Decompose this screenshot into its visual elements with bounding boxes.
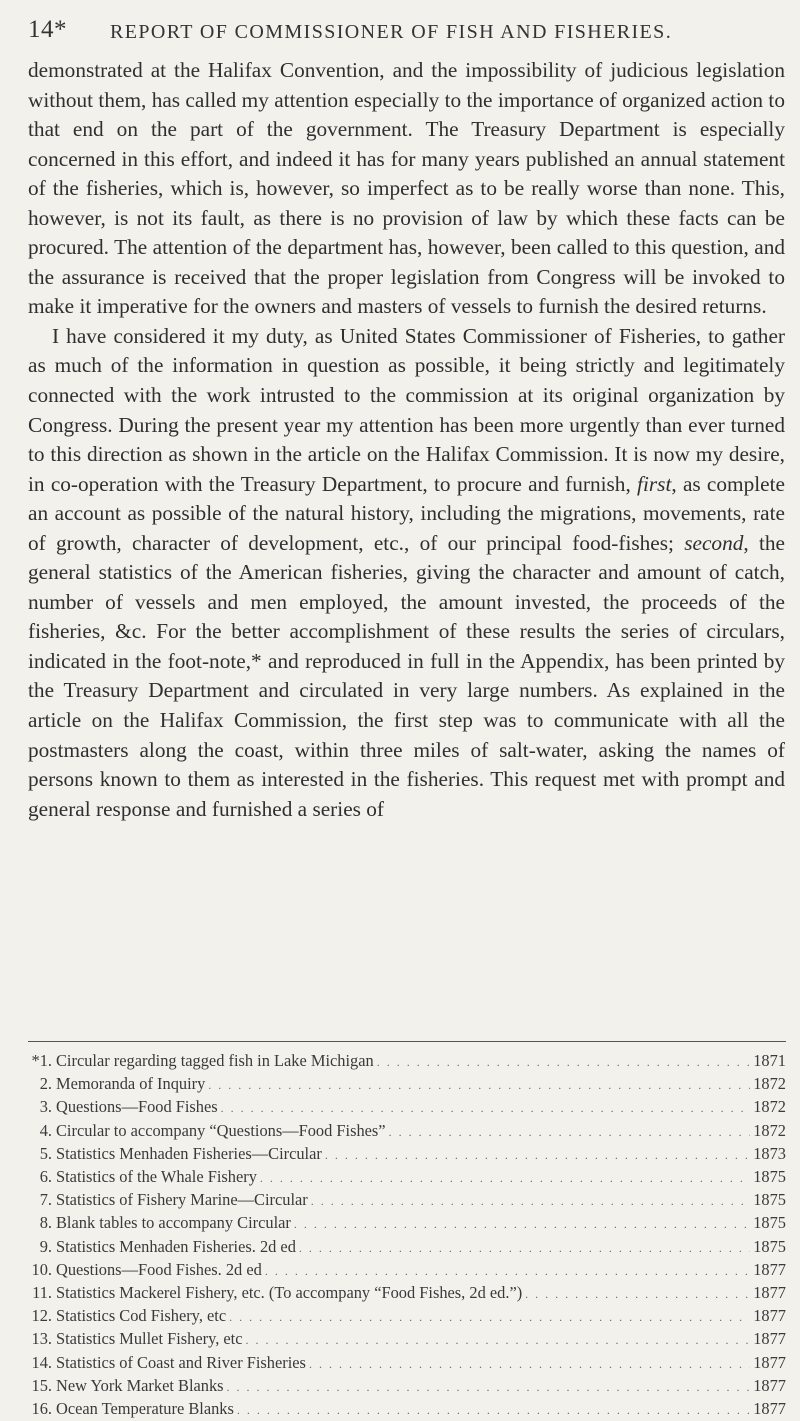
- footnote-title: Statistics Mullet Fishery, etc: [56, 1329, 243, 1349]
- dot-leader: [265, 1260, 750, 1282]
- dot-leader: [299, 1237, 750, 1259]
- footnote-year: 1871: [753, 1051, 786, 1070]
- footnote-title: Statistics Menhaden Fisheries—Circular: [56, 1143, 322, 1163]
- footnote-number: 5.: [39, 1143, 52, 1163]
- footnote-number: 11.: [32, 1283, 52, 1303]
- dot-leader: [260, 1167, 750, 1189]
- dot-leader: [525, 1283, 750, 1305]
- footnote-item: [28, 1352, 786, 1375]
- footnote-item: [28, 1398, 786, 1421]
- footnote-number: 12.: [31, 1306, 52, 1326]
- footnote-title: Questions—Food Fishes: [56, 1097, 218, 1117]
- footnote-item: [28, 1096, 786, 1119]
- footnote-number: 8.: [39, 1213, 52, 1233]
- dot-leader: [246, 1329, 751, 1351]
- page-number: 14*: [28, 16, 67, 43]
- footnote-item: [28, 1073, 786, 1096]
- body-text: [28, 56, 785, 824]
- footnote-item: [28, 1143, 786, 1166]
- running-title: REPORT OF COMMISSIONER OF FISH AND FISHERIES.: [110, 21, 673, 43]
- dot-leader: [389, 1121, 751, 1143]
- footnote-item: [28, 1328, 786, 1351]
- footnote-divider: [28, 1041, 786, 1042]
- footnote-year: 1872: [753, 1120, 786, 1140]
- footnote-year: 1872: [753, 1097, 786, 1117]
- footnote-title: Questions—Food Fishes. 2d ed: [56, 1259, 262, 1279]
- footnote-title: Blank tables to accompany Circular: [56, 1213, 291, 1233]
- footnote-item: [28, 1189, 786, 1212]
- footnote-number: 9.: [39, 1236, 52, 1256]
- footnote-year: 1875: [753, 1236, 786, 1256]
- paragraph-2: [28, 322, 785, 824]
- footnote-title: Statistics of Coast and River Fisheries: [56, 1352, 306, 1372]
- paragraph-2-part-1: I have considered it my duty, as United States Commissioner of Fisheries, to gather as much of the information in question as possible, it being strictly and legitimately connected with the work intrusted to the commission at its original organization by Congress. During the present year my attention has been more urgently than ever turned to this direction as shown in the article on the Halifax Commission. It is now my desire, in co-operation with the Treasury Department, to procure and furnish,: [28, 323, 785, 496]
- footnote-item: [28, 1050, 786, 1073]
- footnote-title: New York Market Blanks: [56, 1375, 224, 1395]
- footnote-year: 1877: [753, 1352, 786, 1372]
- footnote-item: [28, 1212, 786, 1235]
- footnote-year: 1872: [753, 1074, 786, 1094]
- footnote-number: 14.: [31, 1352, 52, 1372]
- footnote-title: Statistics Cod Fishery, etc: [56, 1306, 227, 1326]
- footnote-title: Memoranda of Inquiry: [56, 1074, 206, 1094]
- footnote-number: *1.: [31, 1051, 52, 1070]
- dot-leader: [325, 1144, 750, 1166]
- footnote-year: 1877: [753, 1399, 786, 1419]
- footnote-title: Statistics Mackerel Fishery, etc. (To accompany “Food Fishes, 2d ed.”): [56, 1283, 523, 1303]
- footnote-item: [28, 1282, 786, 1305]
- footnote-number: 3.: [39, 1097, 52, 1117]
- footnote-year: 1877: [753, 1283, 786, 1303]
- footnote-year: 1873: [753, 1143, 786, 1163]
- footnote-year: 1877: [753, 1329, 786, 1349]
- emphasis-second: second: [684, 530, 744, 555]
- footnote-year: 1875: [753, 1167, 786, 1187]
- footnote-number: 2.: [39, 1074, 52, 1094]
- dot-leader: [208, 1074, 750, 1096]
- dot-leader: [294, 1213, 750, 1235]
- footnote-number: 10.: [31, 1259, 52, 1279]
- footnote-item: [28, 1375, 786, 1398]
- footnote-title: Circular regarding tagged fish in Lake Michigan: [56, 1051, 374, 1070]
- emphasis-first: first: [637, 471, 672, 496]
- footnote-title: Statistics of the Whale Fishery: [56, 1167, 257, 1187]
- footnote-list: [28, 1050, 786, 1421]
- page-header: [28, 12, 788, 52]
- footnote-year: 1875: [753, 1190, 786, 1210]
- footnote-item: [28, 1120, 786, 1143]
- footnote-title: Ocean Temperature Blanks: [56, 1399, 234, 1419]
- footnote-title: Circular to accompany “Questions—Food Fishes”: [56, 1120, 386, 1140]
- footnote-item: [28, 1305, 786, 1328]
- footnote-number: 13.: [31, 1329, 52, 1349]
- footnote-number: 7.: [39, 1190, 52, 1210]
- dot-leader: [377, 1051, 751, 1073]
- paragraph-2-part-2: , as complete an account as possible of the natural history, including the migrations, movements, rate of growth, character of development, etc., of our principal food-fishes;: [28, 471, 785, 555]
- footnote-number: 16.: [31, 1399, 52, 1419]
- footnote-item: [28, 1166, 786, 1189]
- footnote-year: 1877: [753, 1306, 786, 1326]
- footnote-item: [28, 1259, 786, 1282]
- footnote-number: 4.: [39, 1120, 52, 1140]
- footnote-year: 1877: [753, 1259, 786, 1279]
- footnote-number: 6.: [39, 1167, 52, 1187]
- dot-leader: [229, 1306, 750, 1328]
- dot-leader: [227, 1376, 751, 1398]
- footnote-item: [28, 1236, 786, 1259]
- footnote-title: Statistics of Fishery Marine—Circular: [56, 1190, 308, 1210]
- dot-leader: [237, 1399, 750, 1421]
- paragraph-2-part-3: , the general statistics of the American fisheries, giving the character and amount of catch, number of vessels and men employed, the amount invested, the proceeds of the fisheries, &c. For the better accomplishment of these results the series of circulars, indicated in the foot-note,* and reproduced in full in the Appendix, has been printed by the Treasury Department and circulated in very large numbers. As explained in the article on the Halifax Commission, the first step was to communicate with all the postmasters along the coast, within three miles of salt-water, asking the names of persons known to them as interested in the fisheries. This request met with prompt and general response and furnished a series of: [28, 530, 785, 821]
- footnote-title: Statistics Menhaden Fisheries. 2d ed: [56, 1236, 296, 1256]
- dot-leader: [309, 1353, 750, 1375]
- footnote-year: 1877: [753, 1375, 786, 1395]
- footnote-year: 1875: [753, 1213, 786, 1233]
- paragraph-1: demonstrated at the Halifax Convention, and the impossibility of judicious legislation without them, has called my attention especially to the importance of organized action to that end on the part of the government. The Treasury Department is especially concerned in this effort, and indeed it has for many years published an annual statement of the fisheries, which is, however, so imperfect as to be really worse than none. This, however, is not its fault, as there is no provision of law by which these facts can be procured. The attention of the department has, however, been called to this question, and the assurance is received that the proper legislation from Congress will be invoked to make it imperative for the owners and masters of vessels to furnish the desired returns.: [28, 58, 785, 319]
- dot-leader: [311, 1190, 750, 1212]
- dot-leader: [221, 1097, 751, 1119]
- footnote-number: 15.: [31, 1375, 52, 1395]
